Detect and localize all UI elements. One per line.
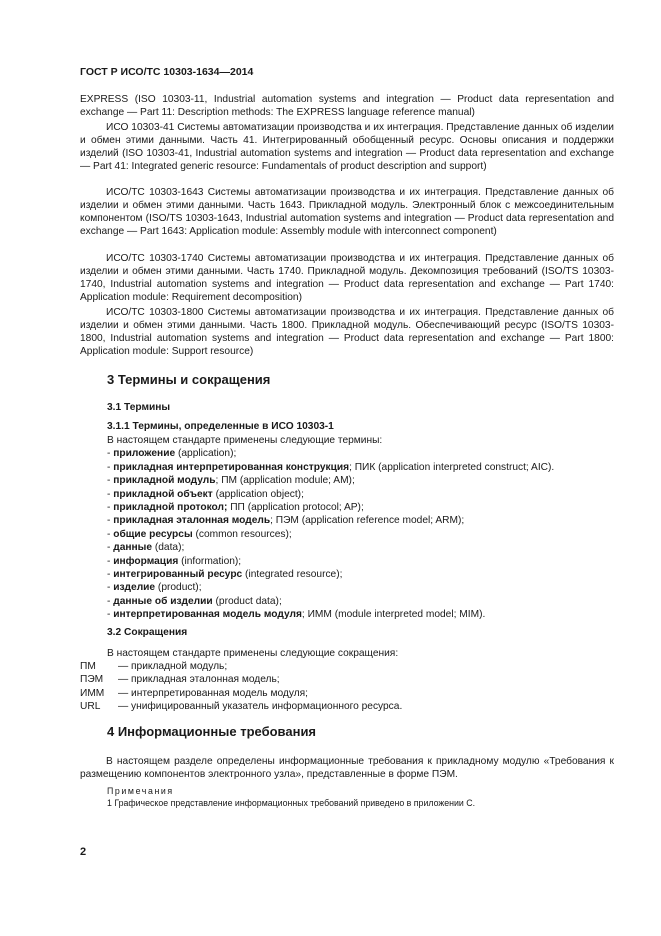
list-item: - данные (data); [107,542,185,554]
list-item: URL — унифицированный указатель информационного ресурса. [80,700,403,712]
list-item: - прикладная интерпретированная конструкция; ПИК (application interpreted construct; AIC). [107,461,555,473]
list-item: ИММ — интерпретированная модель модуля; [80,687,308,699]
reference-iso-ts-10303-1800: ИСО/ТС 10303-1800 Системы автоматизации производства и их интеграция. Представление данных об изделии и обмен этими данными. Часть 1800. Прикладной модуль. Обеспечивающий ресурс (ISO/TS 10303-1800, Industrial automation systems and integration — Product data representation and exchange — Part 1800: Application module: Support resource) [80,307,614,358]
list-item: - прикладной объект (application object); [107,488,304,500]
list-item: - прикладной модуль; ПМ (application module; AM); [107,475,355,487]
abbreviations-intro: В настоящем стандарте применены следующие сокращения: [107,648,399,659]
subsection-3-1-1-heading: 3.1.1 Термины, определенные в ИСО 10303-1 [107,421,334,432]
list-item: - изделие (product); [107,582,202,594]
section-3-heading: 3 Термины и сокращения [107,372,271,387]
notes-title: Примечания [107,786,174,796]
list-item: - прикладной протокол; ПП (application protocol; AP); [107,502,364,514]
list-item: - интегрированный ресурс (integrated resource); [107,569,343,581]
subsection-3-1-heading: 3.1 Термины [107,402,171,413]
reference-iso-10303-41: ИСО 10303-41 Системы автоматизации производства и их интеграция. Представление данных об изделии и обмен этими данными. Часть 41. Интегрированный обобщенный ресурс. Основы описания и поддержки изделий (ISO 10303-41, Industrial automation systems and integration — Product data representation and exchange — Part 41: Integrated generic resource: Fundamentals of product description and support) [80,122,614,173]
list-item: - интерпретированная модель модуля; ИММ (module interpreted model; MIM). [107,609,486,621]
subsection-3-2-heading: 3.2 Сокращения [107,627,188,638]
terms-list [107,434,614,622]
section-4-heading: 4 Информационные требования [107,724,317,739]
list-item: - приложение (application); [107,448,237,460]
list-item: - информация (information); [107,555,242,567]
reference-iso-ts-10303-1740: ИСО/ТС 10303-1740 Системы автоматизации производства и их интеграция. Представление данных об изделии и обмен этими данными. Часть 1740. Прикладной модуль. Декомпозиция требований (ISO/TS 10303-1740, Industrial automation systems and integration — Product data representation and exchange — Part 1740: Application module: Requirement decomposition) [80,253,614,304]
note-item: 1 Графическое представление информационных требований приведено в приложении С. [107,798,476,808]
document-header: ГОСТ Р ИСО/ТС 10303-1634—2014 [80,66,254,78]
list-item: ПЭМ — прикладная эталонная модель; [80,674,280,686]
list-item: - общие ресурсы (common resources); [107,528,292,540]
list-item: - прикладная эталонная модель; ПЭМ (application reference model; ARM); [107,515,465,527]
abbreviations-list [80,660,402,713]
page-number: 2 [80,846,87,858]
list-item: ПМ — прикладной модуль; [80,661,228,672]
list-item: - данные об изделии (product data); [107,595,282,607]
terms-intro: В настоящем стандарте применены следующие термины: [107,435,383,446]
reference-express: EXPRESS (ISO 10303-11, Industrial automation systems and integration — Product data representation and exchange — Part 11: Description methods: The EXPRESS language reference manual) [80,94,614,119]
section-4-paragraph: В настоящем разделе определены информационные требования к прикладному модулю «Требования к размещению компонентов электронного узла», представленные в форме ПЭМ. [80,756,614,781]
reference-iso-ts-10303-1643: ИСО/ТС 10303-1643 Системы автоматизации производства и их интеграция. Представление данных об изделии и обмен этими данными. Часть 1643. Прикладной модуль. Электронный блок с межсоединительным компонентом (ISO/TS 10303-1643, Industrial automation systems and integration — Product data representation and exchange — Part 1643: Application module: Assembly module with interconnect component) [80,187,614,238]
